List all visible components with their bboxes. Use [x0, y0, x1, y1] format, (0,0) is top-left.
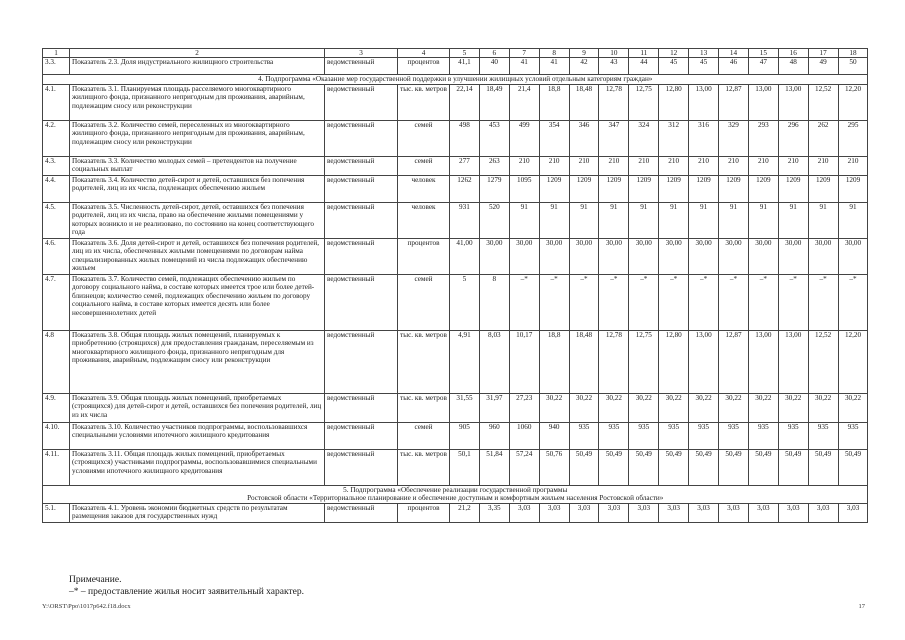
indicator-value: 324	[629, 120, 659, 156]
indicator-value: 30,00	[629, 238, 659, 274]
column-number-cell: 5	[450, 49, 480, 58]
indicator-value: 41,1	[450, 58, 480, 75]
column-number-cell: 14	[719, 49, 749, 58]
indicator-unit: семей	[398, 156, 450, 175]
indicator-value: 1209	[629, 175, 659, 202]
indicator-value: 91	[719, 202, 749, 238]
indicator-value: 21,4	[509, 84, 539, 120]
indicator-type: ведомственный	[325, 156, 398, 175]
indicator-value: 48	[778, 58, 808, 75]
indicator-value: 30,00	[838, 238, 868, 274]
indicator-value: 50,49	[719, 449, 749, 485]
indicator-value: 18,49	[479, 84, 509, 120]
column-number-cell: 17	[808, 49, 838, 58]
indicator-value: 3,03	[599, 503, 629, 522]
page-number: 17	[858, 603, 865, 610]
indicator-value: 91	[509, 202, 539, 238]
indicator-value: 3,03	[539, 503, 569, 522]
indicator-unit: тыс. кв. метров	[398, 84, 450, 120]
indicator-value: 50,49	[808, 449, 838, 485]
indicator-value: 293	[748, 120, 778, 156]
indicator-value: 30,00	[748, 238, 778, 274]
indicator-value: 13,00	[778, 330, 808, 393]
row-number: 4.2.	[43, 120, 70, 156]
indicator-row	[43, 120, 868, 156]
indicator-value: 4,91	[450, 330, 480, 393]
indicator-name: Показатель 3.2. Количество семей, переселенных из многоквартирного жилищного фонда, признанного непригодным для проживания, аварийным, подлежащим сносу или реконструкции	[70, 120, 325, 156]
indicator-value: 12,80	[659, 330, 689, 393]
indicator-value: 3,03	[808, 503, 838, 522]
column-number-cell: 7	[509, 49, 539, 58]
indicator-value: 12,78	[599, 330, 629, 393]
indicator-value: –*	[689, 274, 719, 330]
indicator-value: 210	[659, 156, 689, 175]
indicator-value: 3,03	[719, 503, 749, 522]
indicator-value: 18,8	[539, 84, 569, 120]
indicator-value: 91	[689, 202, 719, 238]
table-body	[43, 49, 868, 523]
indicator-type: ведомственный	[325, 422, 398, 449]
indicator-value: 50,49	[599, 449, 629, 485]
indicator-value: 312	[659, 120, 689, 156]
indicator-value: 50,49	[838, 449, 868, 485]
indicator-value: 30,22	[689, 393, 719, 422]
indicator-value: 10,17	[509, 330, 539, 393]
indicator-value: 40	[479, 58, 509, 75]
indicator-value: 30,22	[778, 393, 808, 422]
indicator-value: 43	[599, 58, 629, 75]
indicator-value: 346	[569, 120, 599, 156]
indicator-value: 3,03	[629, 503, 659, 522]
indicator-value: 18,8	[539, 330, 569, 393]
indicator-value: 3,03	[838, 503, 868, 522]
indicator-value: 499	[509, 120, 539, 156]
indicator-value: 50,49	[629, 449, 659, 485]
row-number: 4.7.	[43, 274, 70, 330]
indicator-name: Показатель 3.11. Общая площадь жилых помещений, приобретаемых (строящихся) участниками подпрограммы, воспользовавшимися специальными условиями ипотечного жилищного кредитования	[70, 449, 325, 485]
indicator-value: 1209	[539, 175, 569, 202]
indicator-value: 91	[778, 202, 808, 238]
indicator-value: 30,00	[479, 238, 509, 274]
indicator-value: –*	[509, 274, 539, 330]
indicator-value: 3,35	[479, 503, 509, 522]
indicator-row	[43, 202, 868, 238]
indicator-value: 316	[689, 120, 719, 156]
indicator-type: ведомственный	[325, 58, 398, 75]
note-heading: Примечание.	[69, 575, 122, 585]
column-number-cell: 18	[838, 49, 868, 58]
indicator-value: 41,00	[450, 238, 480, 274]
indicator-value: –*	[719, 274, 749, 330]
indicator-value: 210	[719, 156, 749, 175]
indicator-value: 295	[838, 120, 868, 156]
indicator-value: 210	[689, 156, 719, 175]
indicator-unit: тыс. кв. метров	[398, 393, 450, 422]
indicator-type: ведомственный	[325, 238, 398, 274]
subprogram-title	[43, 485, 868, 503]
column-number-cell: 2	[70, 49, 325, 58]
indicator-value: 1209	[599, 175, 629, 202]
indicator-value: 935	[689, 422, 719, 449]
indicator-value: 51,84	[479, 449, 509, 485]
indicator-value: 905	[450, 422, 480, 449]
indicator-value: 210	[808, 156, 838, 175]
indicator-type: ведомственный	[325, 274, 398, 330]
indicator-unit: семей	[398, 274, 450, 330]
footer-file-path: Y:\ORST\Ppo\1017p642.f18.docx	[42, 603, 131, 610]
indicator-type: ведомственный	[325, 393, 398, 422]
indicator-value: 935	[748, 422, 778, 449]
indicator-type: ведомственный	[325, 175, 398, 202]
indicator-value: –*	[748, 274, 778, 330]
subprogram-title-line: 4. Подпрограмма «Оказание мер государственной поддержки в улучшении жилищных условий отдельным категориям граждан»	[258, 75, 653, 83]
indicator-value: 210	[569, 156, 599, 175]
indicator-value: 453	[479, 120, 509, 156]
indicator-name: Показатель 3.8. Общая площадь жилых помещений, планируемых к приобретению (строящихся) для предоставления гражданам, переселяемым из многоквартирного жилищного фонда, признанного непригодным для проживания, аварийным, подлежащим сносу или реконструкции	[70, 330, 325, 393]
indicator-value: –*	[599, 274, 629, 330]
indicator-value: 210	[629, 156, 659, 175]
indicator-value: 44	[629, 58, 659, 75]
indicator-value: 50,49	[778, 449, 808, 485]
indicator-value: –*	[659, 274, 689, 330]
indicator-row	[43, 393, 868, 422]
indicator-value: 18,48	[569, 84, 599, 120]
indicator-value: 50,49	[569, 449, 599, 485]
row-number: 4.5.	[43, 202, 70, 238]
row-number: 4.1.	[43, 84, 70, 120]
indicator-value: 12,52	[808, 330, 838, 393]
indicator-value: 47	[748, 58, 778, 75]
row-number: 5.1.	[43, 503, 70, 522]
indicator-unit: процентов	[398, 58, 450, 75]
indicator-value: –*	[808, 274, 838, 330]
indicator-unit: тыс. кв. метров	[398, 330, 450, 393]
indicator-value: 12,87	[719, 330, 749, 393]
indicator-value: 30,22	[748, 393, 778, 422]
indicator-value: 30,22	[539, 393, 569, 422]
row-number: 4.9.	[43, 393, 70, 422]
column-number-cell: 6	[479, 49, 509, 58]
indicator-value: –*	[838, 274, 868, 330]
indicators-table	[42, 48, 868, 523]
indicator-value: 91	[629, 202, 659, 238]
indicator-value: 12,20	[838, 84, 868, 120]
column-number-cell: 12	[659, 49, 689, 58]
indicator-row	[43, 449, 868, 485]
indicator-value: 1209	[748, 175, 778, 202]
indicator-unit: семей	[398, 422, 450, 449]
indicator-value: 347	[599, 120, 629, 156]
indicator-name: Показатель 3.7. Количество семей, подлежащих обеспечению жильем по договору социального найма, в составе которых имеется трое или более детей-близнецов; количество семей, подлежащих обеспечению жильем по договору социального найма, в составе которых имеется десять или более несовершеннолетних детей	[70, 274, 325, 330]
column-number-cell: 4	[398, 49, 450, 58]
indicator-value: 935	[659, 422, 689, 449]
row-number: 4.3.	[43, 156, 70, 175]
indicator-value: 30,22	[838, 393, 868, 422]
indicator-value: 13,00	[778, 84, 808, 120]
indicator-name: Показатель 3.3. Количество молодых семей – претендентов на получение социальных выплат	[70, 156, 325, 175]
indicator-value: 91	[659, 202, 689, 238]
column-number-cell: 1	[43, 49, 70, 58]
indicator-row	[43, 156, 868, 175]
indicator-name: Показатель 3.1. Планируемая площадь расселяемого многоквартирного жилищного фонда, признанного непригодным для проживания, аварийным, подлежащим сносу или реконструкции	[70, 84, 325, 120]
indicator-value: 210	[509, 156, 539, 175]
row-number: 4.11.	[43, 449, 70, 485]
indicator-value: 42	[569, 58, 599, 75]
row-number: 3.3.	[43, 58, 70, 75]
indicator-value: 935	[808, 422, 838, 449]
indicator-value: 91	[599, 202, 629, 238]
indicator-value: 50	[838, 58, 868, 75]
indicator-unit: семей	[398, 120, 450, 156]
indicator-value: 22,14	[450, 84, 480, 120]
indicator-value: 12,80	[659, 84, 689, 120]
indicator-value: 3,03	[569, 503, 599, 522]
indicator-value: 30,00	[599, 238, 629, 274]
indicator-value: 30,00	[808, 238, 838, 274]
indicator-value: 935	[719, 422, 749, 449]
indicator-value: 210	[748, 156, 778, 175]
indicator-value: –*	[778, 274, 808, 330]
subprogram-title-row	[43, 75, 868, 85]
indicator-value: 91	[539, 202, 569, 238]
indicator-value: 1209	[689, 175, 719, 202]
indicator-value: 354	[539, 120, 569, 156]
indicator-value: 1209	[719, 175, 749, 202]
indicator-name: Показатель 3.4. Количество детей-сирот и детей, оставшихся без попечения родителей, лиц из их числа, подлежащих обеспечению жильем	[70, 175, 325, 202]
column-number-cell: 15	[748, 49, 778, 58]
subprogram-title	[43, 75, 868, 85]
indicator-row	[43, 58, 868, 75]
indicator-value: 960	[479, 422, 509, 449]
indicator-value: 1209	[778, 175, 808, 202]
indicator-unit: процентов	[398, 503, 450, 522]
indicator-value: 30,00	[539, 238, 569, 274]
indicator-value: 12,52	[808, 84, 838, 120]
indicator-value: 30,00	[689, 238, 719, 274]
indicator-value: –*	[539, 274, 569, 330]
indicator-value: 49	[808, 58, 838, 75]
indicator-value: 3,03	[748, 503, 778, 522]
indicator-value: 30,22	[629, 393, 659, 422]
indicator-value: 3,03	[659, 503, 689, 522]
indicator-unit: человек	[398, 202, 450, 238]
indicator-value: 50,49	[748, 449, 778, 485]
indicator-value: 13,00	[748, 84, 778, 120]
indicator-value: 41	[509, 58, 539, 75]
indicator-type: ведомственный	[325, 449, 398, 485]
indicator-row	[43, 238, 868, 274]
indicator-value: 30,00	[509, 238, 539, 274]
indicator-name: Показатель 3.5. Численность детей-сирот, детей, оставшихся без попечения родителей, лиц из их числа, право на обеспечение жилыми помещениями у которых возникло и не реализовано, по состоянию на конец соответствующего года	[70, 202, 325, 238]
indicator-value: 30,22	[719, 393, 749, 422]
indicator-row	[43, 84, 868, 120]
indicator-value: 1209	[659, 175, 689, 202]
indicator-value: 12,75	[629, 330, 659, 393]
indicator-value: 13,00	[689, 84, 719, 120]
indicator-value: 1209	[838, 175, 868, 202]
indicator-value: 45	[689, 58, 719, 75]
column-number-cell: 13	[689, 49, 719, 58]
indicator-value: 1262	[450, 175, 480, 202]
column-number-cell: 9	[569, 49, 599, 58]
indicator-value: 210	[838, 156, 868, 175]
indicator-unit: процентов	[398, 238, 450, 274]
indicator-value: 935	[629, 422, 659, 449]
indicator-value: 935	[569, 422, 599, 449]
indicator-type: ведомственный	[325, 202, 398, 238]
indicator-value: 91	[838, 202, 868, 238]
indicator-value: 31,97	[479, 393, 509, 422]
indicator-value: 91	[748, 202, 778, 238]
indicator-value: 1095	[509, 175, 539, 202]
indicator-value: 41	[539, 58, 569, 75]
indicator-value: 931	[450, 202, 480, 238]
column-number-cell: 8	[539, 49, 569, 58]
indicator-value: 1279	[479, 175, 509, 202]
indicator-value: 263	[479, 156, 509, 175]
indicator-value: 57,24	[509, 449, 539, 485]
indicator-type: ведомственный	[325, 84, 398, 120]
indicator-value: 30,22	[599, 393, 629, 422]
row-number: 4.8	[43, 330, 70, 393]
indicator-unit: человек	[398, 175, 450, 202]
indicator-value: 210	[599, 156, 629, 175]
indicator-value: 27,23	[509, 393, 539, 422]
indicator-value: 296	[778, 120, 808, 156]
indicator-value: 21,2	[450, 503, 480, 522]
indicator-row	[43, 503, 868, 522]
column-number-cell: 16	[778, 49, 808, 58]
indicator-value: 30,00	[659, 238, 689, 274]
indicator-value: 277	[450, 156, 480, 175]
indicator-value: 30,00	[569, 238, 599, 274]
row-number: 4.6.	[43, 238, 70, 274]
indicator-value: 18,48	[569, 330, 599, 393]
indicator-value: 12,75	[629, 84, 659, 120]
indicator-value: 12,78	[599, 84, 629, 120]
indicator-value: 5	[450, 274, 480, 330]
indicator-value: 935	[599, 422, 629, 449]
indicator-value: 329	[719, 120, 749, 156]
note-text: –* – предоставление жилья носит заявительный характер.	[69, 587, 304, 597]
indicator-value: 46	[719, 58, 749, 75]
indicator-value: 12,20	[838, 330, 868, 393]
column-number-cell: 3	[325, 49, 398, 58]
indicator-value: 935	[778, 422, 808, 449]
indicator-value: 30,22	[569, 393, 599, 422]
indicator-row	[43, 274, 868, 330]
indicator-value: 8	[479, 274, 509, 330]
indicator-value: 520	[479, 202, 509, 238]
indicator-value: 30,00	[719, 238, 749, 274]
indicator-value: 1209	[569, 175, 599, 202]
indicator-value: 30,00	[778, 238, 808, 274]
column-number-cell: 10	[599, 49, 629, 58]
column-number-cell: 11	[629, 49, 659, 58]
indicator-type: ведомственный	[325, 330, 398, 393]
indicator-name: Показатель 3.6. Доля детей-сирот и детей, оставшихся без попечения родителей, лиц из их числа, обеспеченных жилыми помещениями по договорам найма специализированных жилых помещений из числа подлежащих обеспечению жильем	[70, 238, 325, 274]
indicator-name: Показатель 3.10. Количество участников подпрограммы, воспользовавшихся специальными условиями ипотечного жилищного кредитования	[70, 422, 325, 449]
indicator-row	[43, 330, 868, 393]
indicator-value: –*	[629, 274, 659, 330]
subprogram-title-line: 5. Подпрограмма «Обеспечение реализации государственной программы	[343, 485, 568, 494]
indicator-value: 210	[539, 156, 569, 175]
indicator-value: 210	[778, 156, 808, 175]
indicator-value: 91	[569, 202, 599, 238]
indicator-value: 50,49	[689, 449, 719, 485]
indicator-value: 3,03	[778, 503, 808, 522]
subprogram-title-line: Ростовской области «Территориальное планирование и обеспечение доступным и комфортным жильем населения Ростовской области»	[247, 494, 664, 503]
indicator-value: 91	[808, 202, 838, 238]
indicator-value: 1060	[509, 422, 539, 449]
subprogram-title-row	[43, 485, 868, 503]
indicator-name: Показатель 2.3. Доля индустриального жилищного строительства	[70, 58, 325, 75]
indicator-value: 3,03	[689, 503, 719, 522]
indicator-name: Показатель 3.9. Общая площадь жилых помещений, приобретаемых (строящихся) для детей-сирот и детей, оставшихся без попечения родителей, лиц из их числа	[70, 393, 325, 422]
indicator-value: 50,1	[450, 449, 480, 485]
indicator-value: 8,03	[479, 330, 509, 393]
indicator-type: ведомственный	[325, 120, 398, 156]
indicator-value: 262	[808, 120, 838, 156]
row-number: 4.4.	[43, 175, 70, 202]
row-number: 4.10.	[43, 422, 70, 449]
indicator-type: ведомственный	[325, 503, 398, 522]
indicator-value: 935	[838, 422, 868, 449]
indicator-value: –*	[569, 274, 599, 330]
indicator-name: Показатель 4.1. Уровень экономии бюджетных средств по результатам размещения заказов для государственных нужд	[70, 503, 325, 522]
indicator-value: 3,03	[509, 503, 539, 522]
indicator-row	[43, 422, 868, 449]
indicator-value: 1209	[808, 175, 838, 202]
indicator-unit: тыс. кв. метров	[398, 449, 450, 485]
indicator-value: 498	[450, 120, 480, 156]
indicator-value: 30,22	[659, 393, 689, 422]
indicator-value: 50,76	[539, 449, 569, 485]
indicator-row	[43, 175, 868, 202]
indicator-value: 13,00	[689, 330, 719, 393]
indicator-value: 31,55	[450, 393, 480, 422]
column-number-row	[43, 49, 868, 58]
indicator-value: 50,49	[659, 449, 689, 485]
indicator-value: 30,22	[808, 393, 838, 422]
indicator-value: 12,87	[719, 84, 749, 120]
indicator-value: 45	[659, 58, 689, 75]
indicator-value: 940	[539, 422, 569, 449]
indicator-value: 13,00	[748, 330, 778, 393]
